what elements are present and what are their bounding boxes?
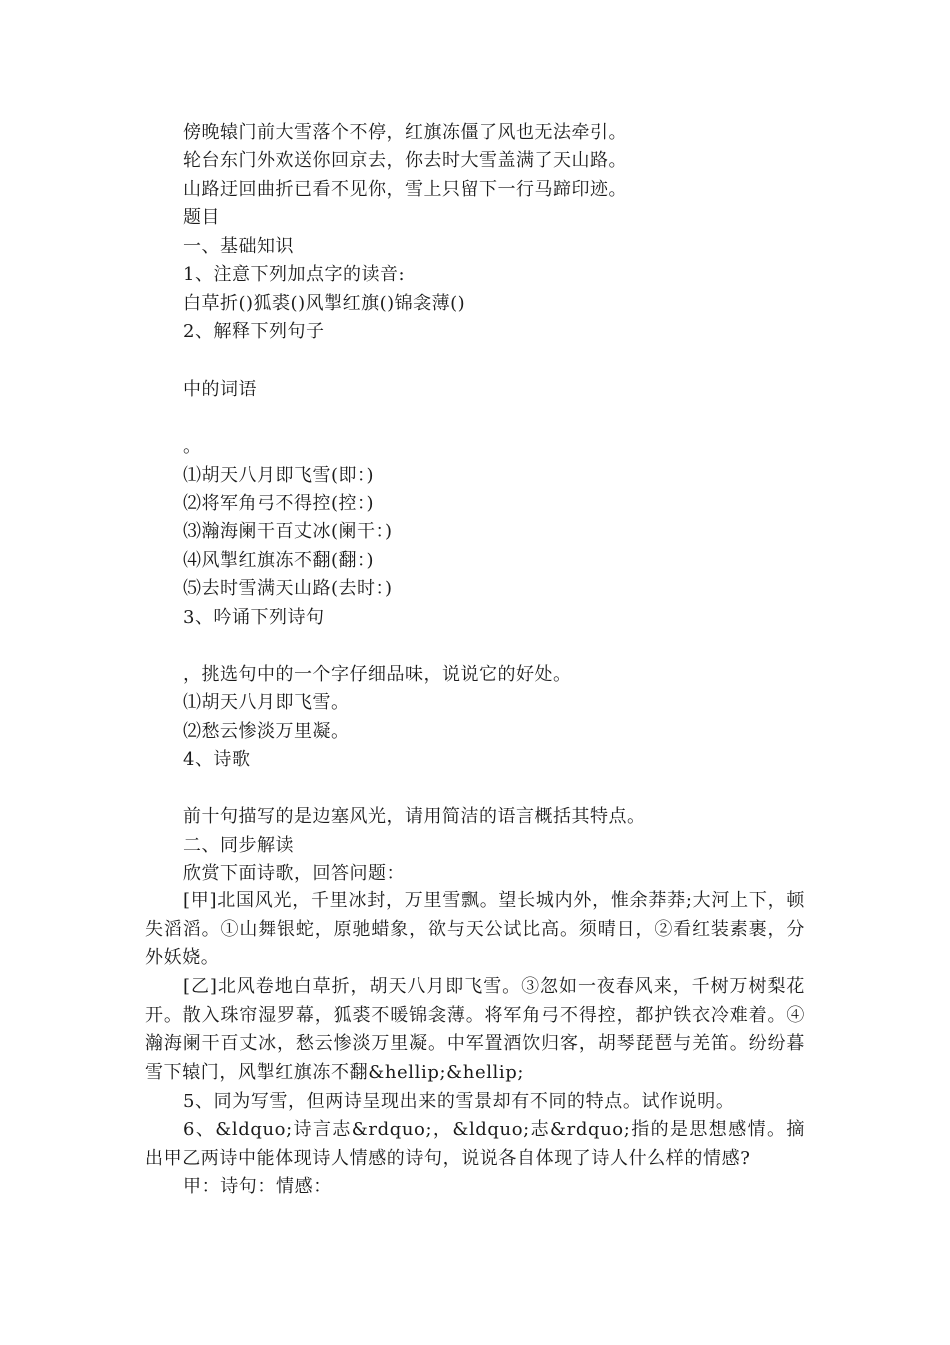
question-2-item-4: ⑷风掣红旗冻不翻(翻：) bbox=[183, 550, 375, 571]
poem-translation-line-1: 傍晚辕门前大雪落个不停，红旗冻僵了风也无法牵引。 bbox=[183, 122, 627, 143]
question-2-item-5: ⑸去时雪满天山路(去时：) bbox=[183, 578, 393, 599]
section-2-title: 二、同步解读 bbox=[183, 835, 294, 856]
question-3-title-cont: ，挑选句中的一个字仔细品味，说说它的好处。 bbox=[183, 664, 572, 685]
question-2-title: 2、解释下列句子 bbox=[183, 321, 325, 342]
answer-jia-line: 甲：诗句：情感： bbox=[183, 1176, 332, 1197]
section-2-intro: 欣赏下面诗歌，回答问题： bbox=[183, 863, 405, 884]
question-2-title-end: 。 bbox=[183, 436, 202, 457]
question-5: 5、同为写雪，但两诗呈现出来的雪景却有不同的特点。试作说明。 bbox=[183, 1091, 735, 1112]
poem-yi-paragraph: [乙]北风卷地白草折，胡天八月即飞雪。③忽如一夜春风来，千树万树梨花开。散入珠帘湿罗幕，狐裘不暖锦衾薄。将军角弓不得控，都护铁衣冷难着。④瀚海阑干百丈冰，愁云惨淡万里凝。中军置酒饮归客，胡琴琵琶与羌笛。纷纷暮雪下辕门，风掣红旗冻不翻&hellip;&hellip; bbox=[145, 976, 805, 1083]
poem-translation-line-2: 轮台东门外欢送你回京去，你去时大雪盖满了天山路。 bbox=[183, 150, 627, 171]
question-3-title: 3、吟诵下列诗句 bbox=[183, 607, 325, 628]
section-1-title: 一、基础知识 bbox=[183, 236, 294, 257]
topic-heading: 题目 bbox=[183, 207, 220, 228]
question-2-title-cont: 中的词语 bbox=[183, 379, 257, 400]
question-4-title-cont: 前十句描写的是边塞风光，请用简洁的语言概括其特点。 bbox=[183, 806, 646, 827]
question-1-items: 白草折()狐裘()风掣红旗()锦衾薄() bbox=[183, 293, 466, 314]
question-2-item-3: ⑶瀚海阑干百丈冰(阑干：) bbox=[183, 521, 393, 542]
question-2-item-1: ⑴胡天八月即飞雪(即：) bbox=[183, 465, 375, 486]
question-2-item-2: ⑵将军角弓不得控(控：) bbox=[183, 493, 375, 514]
poem-jia-paragraph: [甲]北国风光，千里冰封，万里雪飘。望长城内外，惟余莽莽;大河上下，顿失滔滔。①山舞银蛇，原驰蜡象，欲与天公试比高。须晴日，②看红装素裹，分外妖娆。 bbox=[145, 890, 805, 969]
question-4-title: 4、诗歌 bbox=[183, 749, 251, 770]
question-6: 6、&ldquo;诗言志&rdquo;，&ldquo;志&rdquo;指的是思想感情。摘出甲乙两诗中能体现诗人情感的诗句，说说各自体现了诗人什么样的情感? bbox=[145, 1119, 805, 1169]
question-3-item-2: ⑵愁云惨淡万里凝。 bbox=[183, 721, 350, 742]
question-1-title: 1、注意下列加点字的读音: bbox=[183, 264, 406, 285]
question-3-item-1: ⑴胡天八月即飞雪。 bbox=[183, 692, 350, 713]
poem-translation-line-3: 山路迂回曲折已看不见你，雪上只留下一行马蹄印迹。 bbox=[183, 179, 627, 200]
